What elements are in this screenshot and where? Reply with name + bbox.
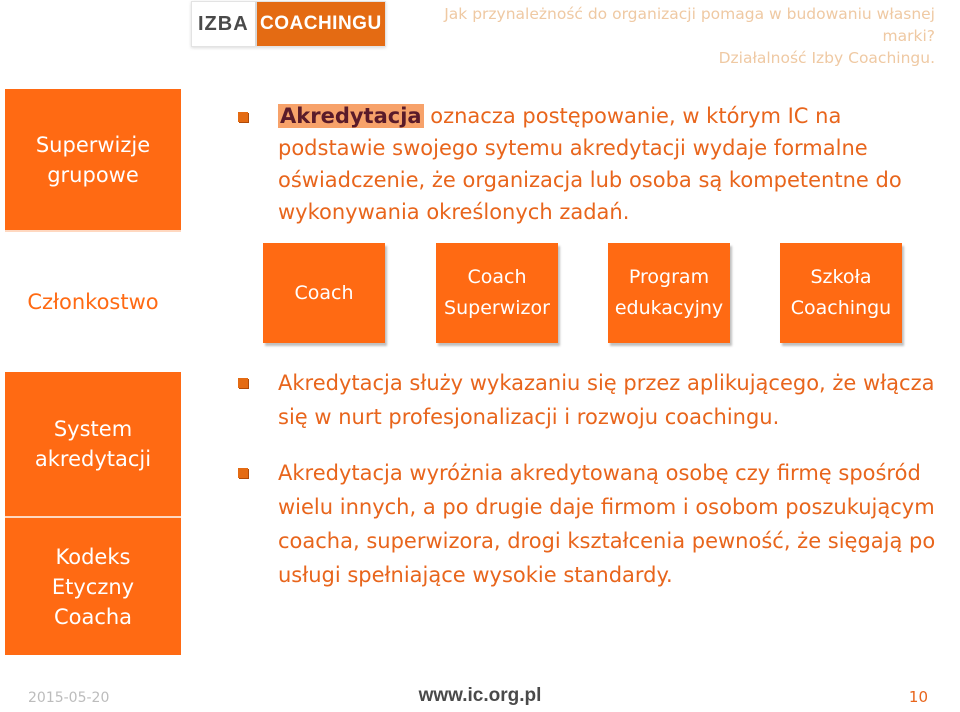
accreditation-types-row — [263, 243, 923, 347]
sidebar-item-label: Superwizje grupowe — [35, 132, 151, 187]
lower-bullets — [240, 366, 940, 614]
square-bullet-icon — [238, 468, 248, 478]
sidebar-item-czlonkostwo — [5, 232, 181, 372]
square-bullet-icon — [238, 112, 248, 122]
footer-date: 2015-05-20 — [28, 690, 110, 706]
box-line-1: Coach — [467, 266, 527, 288]
box-program-edukacyjny — [608, 243, 730, 343]
page-number: 10 — [908, 688, 928, 706]
box-line-2: edukacyjny — [614, 297, 724, 319]
sidebar-item-system-akredytacji — [5, 372, 181, 518]
definition-text: oznacza postępowanie, w którym IC na podstawie swojego sytemu akredytacji wydaje formalne oświadczenie, że organizacja lub osoba są kompetentne do wykonywania określonych zadań. — [278, 104, 902, 224]
box-line-2: Coachingu — [790, 297, 892, 319]
header-title-line-2: Działalność Izby Coachingu. — [718, 49, 935, 67]
box-line-1: Szkoła — [810, 266, 872, 288]
sidebar-item-label: System akredytacji — [34, 417, 152, 471]
sidebar-item-label: Kodeks Etyczny Coacha — [51, 544, 135, 629]
bullet-akredytacja-distinction — [240, 456, 940, 592]
sidebar-item-kodeks-etyczny — [5, 518, 181, 655]
slide-header-title — [395, 3, 935, 69]
box-szkola-coachingu — [780, 243, 902, 343]
logo-izba-text: IZBA — [192, 2, 257, 46]
bullet-akredytacja-purpose — [240, 366, 940, 434]
izba-coachingu-logo[interactable] — [191, 1, 386, 47]
bullet-text — [278, 100, 940, 228]
box-line-1: Program — [628, 266, 710, 288]
box-coach — [263, 243, 385, 343]
square-bullet-icon — [238, 378, 248, 388]
sidebar-item-label: Członkostwo — [27, 290, 159, 314]
bullet-text: Akredytacja służy wykazaniu się przez aplikującego, że włącza się w nurt profesjonalizacji i rozwoju coachingu. — [278, 371, 935, 429]
logo-coachingu-text: COACHINGU — [257, 2, 385, 46]
footer-url: www.ic.org.pl — [418, 685, 542, 706]
sidebar-item-superwizje — [5, 89, 181, 232]
header-title-line-1: Jak przynależność do organizacji pomaga w budowaniu własnej marki? — [444, 5, 935, 45]
box-line-1: Coach — [294, 281, 354, 304]
bullet-text: Akredytacja wyróżnia akredytowaną osobę czy firmę spośród wielu innych, a po drugie daje firmom i osobom poszukującym coacha, superwizora, drogi kształcenia pewność, że sięgają po usługi spełniające wysokie standardy. — [278, 461, 936, 587]
bullet-akredytacja-definition — [240, 100, 940, 228]
box-coach-superwizor — [436, 243, 558, 343]
header — [0, 0, 960, 78]
box-line-2: Superwizor — [444, 297, 550, 319]
term-akredytacja: Akredytacja — [280, 104, 422, 128]
